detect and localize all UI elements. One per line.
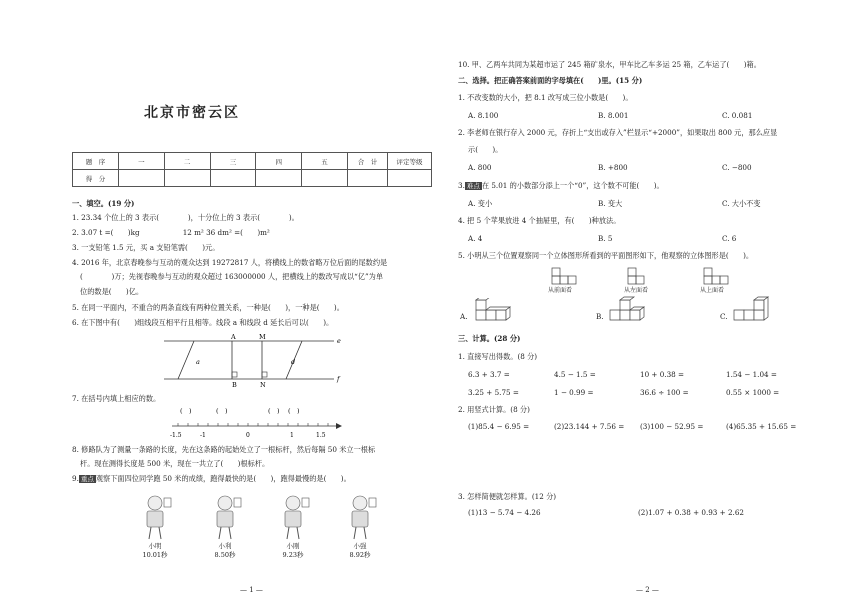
svg-text:( ): ( ) [268,407,280,415]
question-4-line-2: ( )万；先视春晚参与互动的观众超过 163000000 人，把横线上的数改写成以“亿”为单 [80,272,384,281]
page-2 [430,0,861,609]
svg-text:( ): ( ) [216,407,228,415]
calc-3-heading: 3. 怎样简便就怎样算。(12 分) [458,492,557,501]
tick-label: 1 [290,432,294,439]
choice-2-line-1: 2. 李老师在银行存入 2000 元，存折上“支出或存入”栏显示“+2000”，如果取出 800 元，那么应显 [458,128,778,137]
calc-2-heading: 2. 用竖式计算。(8 分) [458,405,530,414]
label-d: d [291,358,296,366]
page-number: — 2 — [636,586,659,594]
question-10: 10. 甲、乙两车共同为某超市运了 245 箱矿泉水，甲车比乙车多运 25 箱，乙车运了( )箱。 [458,60,761,69]
mental-math-item: 3.25 + 5.75 = [468,388,519,397]
question-4-line-1: 4. 2016 年，北京春晚参与互动的观众达到 19272817 人，将横线上的数省略万位后面的尾数约是 [72,258,388,267]
question-1: 1. 23.34 个位上的 3 表示( )，十分位上的 3 表示( )。 [72,213,299,222]
page-number: — 1 — [240,586,263,594]
question-2: 2. 3.07 t =( )kg 12 m² 36 dm² =( )m² [72,228,270,237]
choice-4-option-c[interactable]: C. 6 [722,234,737,243]
label-M: M [259,333,266,341]
score-cell: 一 [118,153,164,170]
runner-illustration [208,494,242,540]
choice-4-option-a[interactable]: A. 4 [468,234,483,243]
score-table [72,152,432,187]
score-blank[interactable] [347,170,387,187]
region-title: 北京市密云区 [144,105,240,121]
key-point-tag: 重点 [80,475,94,483]
mental-math-item: 10 + 0.38 = [640,370,685,379]
score-table-score-row [73,170,432,187]
tick-label: 0 [246,432,250,439]
section-1-heading: 一、填空。(19 分) [72,199,135,208]
score-blank[interactable] [302,170,348,187]
choice-5-option-a[interactable]: A. [460,312,468,321]
choice-3-option-b[interactable]: B. 变大 [598,199,623,208]
score-table-header-row [73,153,432,170]
label-A: A [231,333,236,341]
score-cell: 二 [164,153,210,170]
kid-card [268,494,318,560]
number-line [168,406,348,440]
choice-1-option-c[interactable]: C. 0.081 [722,111,753,120]
label-e: e [337,337,341,345]
tick-label: -1 [200,432,206,439]
label-B: B [232,381,237,389]
tick-label: -1.5 [170,432,182,439]
score-cell: 合 计 [347,153,387,170]
label-f: f [337,375,340,383]
kid-time: 9.23秒 [282,551,304,559]
choice-1: 1. 不改变数的大小，把 8.1 改写成三位小数是( )。 [458,93,633,102]
question-9: 9. 重点 观察下面四位同学跑 50 米的成绩，跑得最快的是( )，跑得最慢的是( )。 [72,474,351,483]
score-blank[interactable] [210,170,256,187]
left-view-label: 从左面看 [624,287,649,294]
score-blank[interactable] [164,170,210,187]
solid-option-a [472,298,516,328]
simplify-calc-item: (1)13 − 5.74 − 4.26 [468,508,541,517]
choice-1-option-b[interactable]: B. 8.001 [598,111,629,120]
score-row-label: 得 分 [73,170,119,187]
column-calc-item: (4)65.35 + 15.65 = [726,422,797,431]
score-cell: 五 [302,153,348,170]
solid-option-c [730,296,774,328]
left-view-figure [626,266,648,286]
mental-math-item: 1.54 − 1.04 = [726,370,777,379]
kid-card [200,494,250,560]
choice-2-line-2: 示( )。 [468,145,503,154]
top-view-figure [702,266,732,286]
choice-5-option-c[interactable]: C. [720,312,728,321]
question-8-line-1: 8. 修路队为了测量一条路的长度，先在这条路的起始处立了一根标杆，然后每隔 50 米立一根标 [72,445,376,454]
mental-math-item: 6.3 + 3.7 = [468,370,510,379]
choice-4: 4. 把 5 个苹果放进 4 个抽屉里，有( )种放法。 [458,216,621,225]
choice-1-option-a[interactable]: A. 8.100 [468,111,499,120]
label-N: N [260,381,266,389]
score-blank[interactable] [118,170,164,187]
svg-text:( ): ( ) [180,407,192,415]
kid-time: 8.50秒 [214,551,236,559]
front-view-label: 从前面看 [548,287,573,294]
section-3-heading: 三、计算。(28 分) [458,334,521,343]
svg-text:( ): ( ) [288,407,300,415]
mental-math-item: 0.55 × 1000 = [726,388,780,397]
kid-card [335,494,385,560]
score-blank[interactable] [388,170,432,187]
choice-3-option-c[interactable]: C. 大小不变 [722,199,761,208]
label-a: a [196,358,200,366]
calc-1-heading: 1. 直接写出得数。(8 分) [458,352,538,361]
simplify-calc-item: (2)1.07 + 0.38 + 0.93 + 2.62 [638,508,744,517]
kid-name: 小明 [148,542,162,550]
score-cell: 三 [210,153,256,170]
choice-5: 5. 小明从三个位置观察同一个立体图形所看到的平面图形如下，他观察的立体图形是( )。 [458,251,754,260]
mental-math-item: 36.6 ÷ 100 = [640,388,689,397]
kid-card [130,494,180,560]
choice-3-option-a[interactable]: A. 变小 [468,199,493,208]
choice-5-option-b[interactable]: B. [596,312,604,321]
section-2-heading: 二、选择。把正确答案前面的字母填在( )里。(15 分) [458,76,643,85]
question-6: 6. 在下图中有( )组线段互相平行且相等。线段 a 和线段 d 延长后可以( )。 [72,318,334,327]
kid-time: 8.92秒 [349,551,371,559]
runner-illustration [276,494,310,540]
kid-name: 小强 [353,542,367,550]
choice-3: 3. 难点 在 5.01 的小数部分添上一个“0”，这个数不可能( )。 [458,181,664,190]
question-7: 7. 在括号内填上相应的数。 [72,394,161,403]
solid-option-b [606,296,650,328]
question-8-line-2: 杆。现在测得长度是 500 米，现在一共立了( )根标杆。 [80,459,270,468]
runner-illustration [138,494,172,540]
parallel-lines-diagram [160,333,350,389]
runner-illustration [343,494,377,540]
score-cell: 题 序 [73,153,119,170]
difficulty-tag: 难点 [466,182,480,190]
choice-2-option-c[interactable]: C. −800 [722,163,752,172]
tick-label: 1.5 [316,432,326,439]
score-blank[interactable] [256,170,302,187]
column-calc-item: (1)85.4 − 6.95 = [468,422,530,431]
question-5: 5. 在同一平面内，不重合的两条直线有两种位置关系，一种是( )，一种是( )。 [72,303,344,312]
top-view-label: 从上面看 [700,287,725,294]
page-1 [0,0,430,609]
question-3: 3. 一支铅笔 1.5 元，买 a 支铅笔需( )元。 [72,243,220,252]
kid-name: 小刚 [286,542,300,550]
column-calc-item: (3)100 − 52.95 = [640,422,704,431]
score-cell: 四 [256,153,302,170]
kid-name: 小利 [218,542,232,550]
front-view-figure [550,266,580,286]
choice-2-option-b[interactable]: B. +800 [598,163,628,172]
choice-2-option-a[interactable]: A. 800 [468,163,492,172]
score-cell: 评定等级 [388,153,432,170]
question-4-line-3: 位的数是( )亿。 [80,287,144,296]
mental-math-item: 4.5 − 1.5 = [554,370,596,379]
kid-time: 10.01秒 [142,551,168,559]
choice-4-option-b[interactable]: B. 5 [598,234,613,243]
column-calc-item: (2)23.144 + 7.56 = [554,422,625,431]
mental-math-item: 1 − 0.99 = [554,388,594,397]
